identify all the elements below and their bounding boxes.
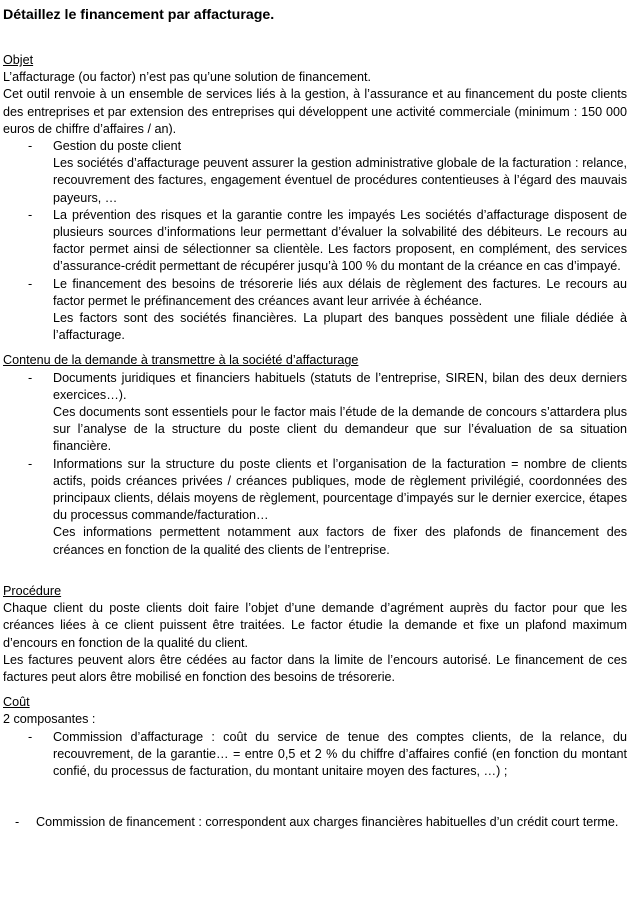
section-heading-contenu: Contenu de la demande à transmettre à la société d’affacturage bbox=[3, 353, 359, 368]
cout-bullet-affacturage bbox=[3, 729, 627, 781]
bullet-title: - Gestion du poste client bbox=[53, 139, 182, 154]
section-heading-procedure: Procédure bbox=[3, 583, 62, 598]
bullet-text: - Documents juridiques et financiers habituels (statuts de l’entreprise, SIREN, bilan des deux derniers exercices…). bbox=[53, 370, 627, 402]
cout-bullet-list-2 bbox=[3, 814, 627, 831]
document-page bbox=[3, 0, 627, 831]
objet-bullet-financement bbox=[3, 276, 627, 345]
bullet-text-2: Ces documents sont essentiels pour le factor mais l’étude de la demande de concours s’attardera plus sur l’analyse de la structure du poste client du demandeur que sur l’évaluation de sa situation financière. bbox=[53, 405, 627, 454]
objet-bullet-gestion bbox=[3, 138, 627, 207]
cout-bullet-list bbox=[3, 729, 627, 781]
contenu-bullet-documents bbox=[3, 370, 627, 456]
objet-bullet-prevention bbox=[3, 207, 627, 276]
bullet-text: - Commission d’affacturage : coût du service de tenue des comptes clients, de la relance, du recouvrement, de la garantie… = entre 0,5 et 2 % du chiffre d’affaires confié (en fonction du montant confié, du processus de facturation, du montant unitaire moyen des factures, …) ; bbox=[53, 729, 627, 778]
bullet-text: - Commission de financement : correspondent aux charges financières habituelles d’un crédit court terme. bbox=[36, 815, 619, 830]
section-heading-cout: Coût bbox=[3, 695, 30, 710]
objet-intro-2: Cet outil renvoie à un ensemble de services liés à la gestion, à l’assurance et au financement du poste clients des entreprises et par extension des entreprises qui développent une activité commerciale (minimum : 150 000 euros de chiffre d’affaires / an). bbox=[3, 87, 627, 136]
bullet-text-2: Les factors sont des sociétés financières. La plupart des banques possèdent une filiale dédiée à l’affacturage. bbox=[53, 311, 627, 343]
cout-bullet-financement bbox=[3, 814, 627, 831]
cout-intro: 2 composantes : bbox=[3, 712, 96, 727]
bullet-text: Les sociétés d’affacturage peuvent assurer la gestion administrative globale de la facturation : relance, recouvrement des factures, engagement éventuel de procédures contentieuses à l’égard des mauvais payeurs, … bbox=[53, 156, 627, 205]
document-title: Détaillez le financement par affacturage. bbox=[3, 7, 275, 23]
bullet-text: - Le financement des besoins de trésorerie liés aux délais de règlement des factures. Le recours au factor permet le préfinancement des créances avant leur arrivée à échéance. bbox=[53, 276, 627, 308]
objet-bullet-list bbox=[3, 138, 627, 344]
objet-intro-1: L’affacturage (ou factor) n’est pas qu’une solution de financement. bbox=[3, 70, 372, 85]
procedure-para-2: Les factures peuvent alors être cédées au factor dans la limite de l’encours autorisé. Le financement de ces factures peut alors être mobilisé en fonction des besoins de trésorerie. bbox=[3, 652, 627, 684]
bullet-text: - La prévention des risques et la garantie contre les impayés Les sociétés d’affacturage disposent de plusieurs sources d’informations leur permettant d’évaluer la solvabilité des débiteurs. Le recours au factor permet ainsi de sélectionner sa clientèle. Les factors proposent, en complément, des services d’assurance-crédit permettant de récupérer jusqu’à 100 % du montant de la créance en cas d’impayé. bbox=[53, 207, 627, 274]
bullet-text-2: Ces informations permettent notamment aux factors de fixer des plafonds de financement des créances en fonction de la qualité des clients de l’entreprise. bbox=[53, 525, 627, 557]
bullet-text: - Informations sur la structure du poste clients et l’organisation de la facturation = nombre de clients actifs, poids créances privées / créances publiques, mode de règlement privilégié, coordonnées des principaux clients, délais moyens de règlement, pourcentage d’impayés sur le dernier exercice, étapes du processus commande/facturation… bbox=[53, 456, 627, 523]
procedure-para-1: Chaque client du poste clients doit faire l’objet d’une demande d’agrément auprès du factor pour que les créances liées à ce client puissent être traitées. Le factor étudie la demande et fixe un plafond maximum d’encours en fonction de la qualité du client. bbox=[3, 601, 627, 650]
section-heading-objet: Objet bbox=[3, 53, 34, 67]
contenu-bullet-informations bbox=[3, 456, 627, 559]
contenu-bullet-list bbox=[3, 370, 627, 559]
